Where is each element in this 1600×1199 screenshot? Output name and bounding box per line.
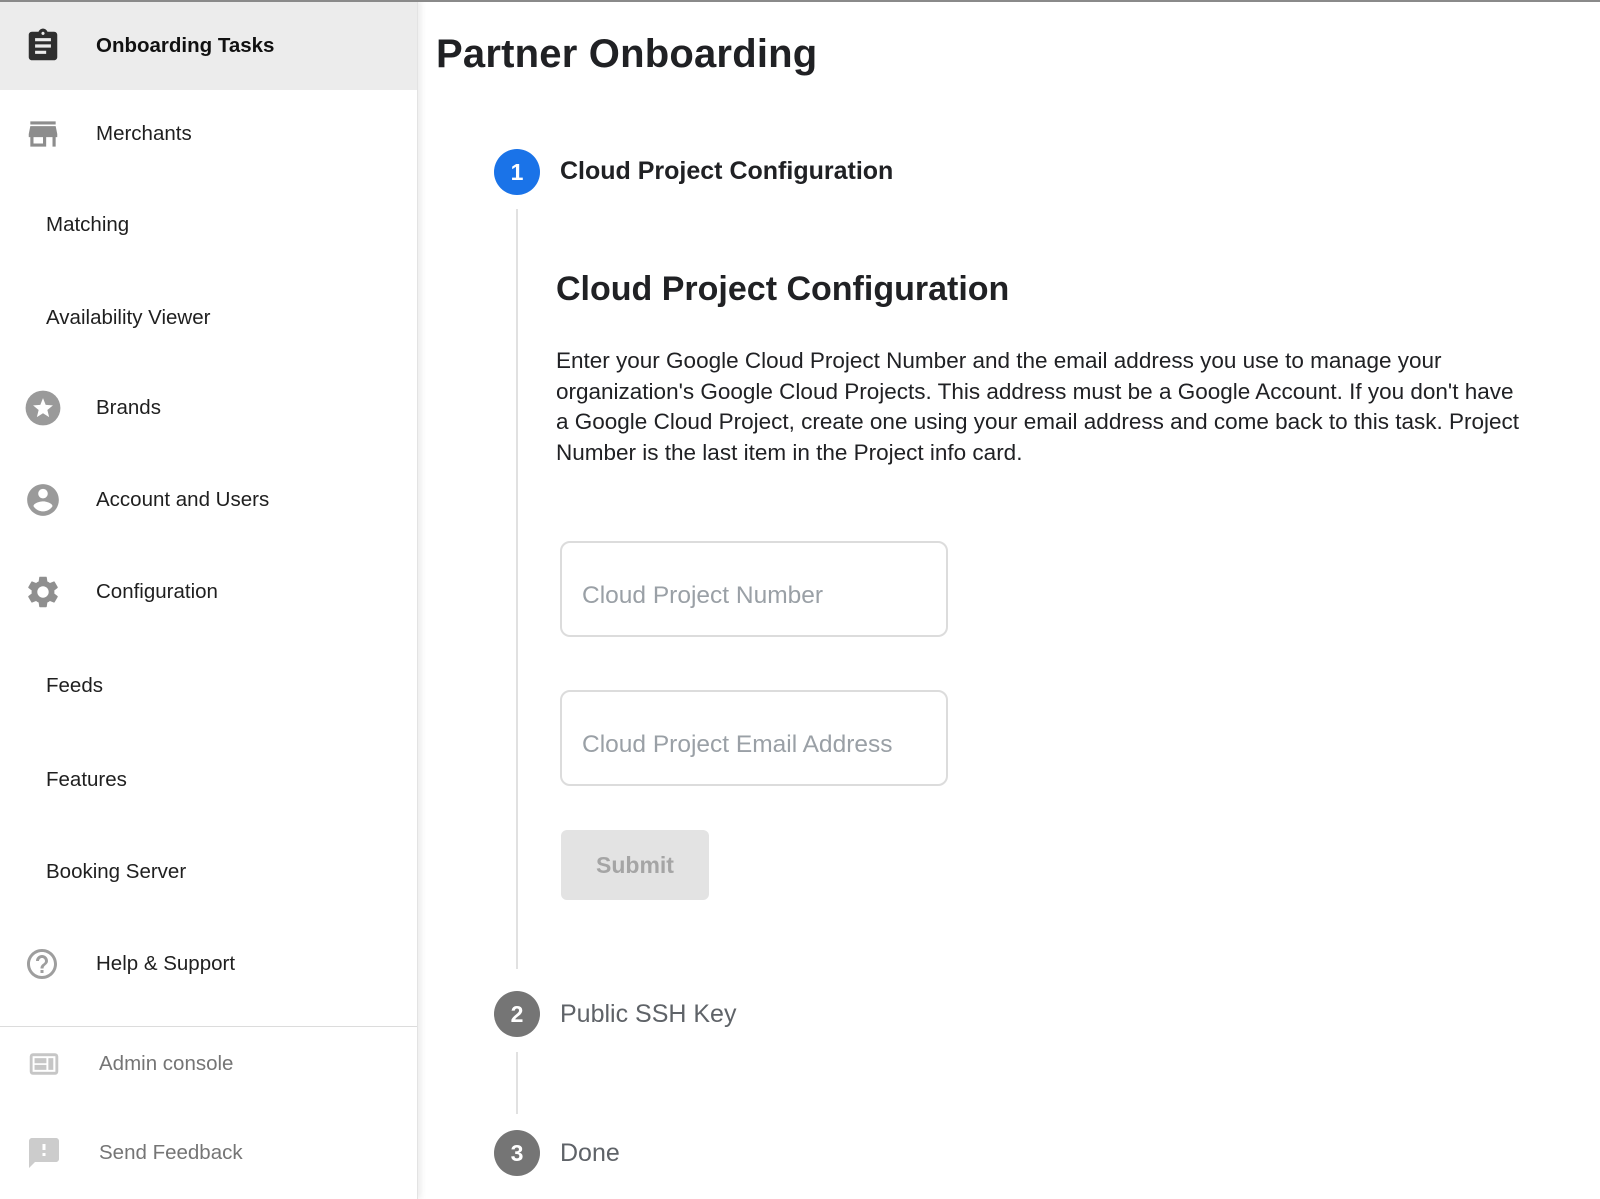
step-2-header[interactable]: Public SSH Key bbox=[560, 1000, 737, 1028]
step-number: 1 bbox=[510, 158, 524, 185]
sidebar-item-label: Features bbox=[46, 768, 127, 791]
step-number: 3 bbox=[510, 1139, 524, 1166]
account-circle-icon bbox=[24, 481, 62, 519]
sidebar-item-label: Availability Viewer bbox=[46, 306, 211, 329]
step-2-circle bbox=[494, 991, 540, 1037]
sidebar-item-label: Booking Server bbox=[46, 860, 187, 883]
help-icon bbox=[24, 946, 60, 982]
sidebar-item-admin-console[interactable] bbox=[0, 1019, 417, 1109]
submit-button[interactable]: Submit bbox=[561, 830, 709, 900]
sidebar-item-label: Send Feedback bbox=[99, 1141, 243, 1164]
sidebar-item-onboarding-tasks[interactable] bbox=[0, 2, 417, 90]
sidebar-item-help-support[interactable] bbox=[0, 919, 417, 1009]
sidebar-item-label: Configuration bbox=[96, 580, 218, 603]
sidebar-item-send-feedback[interactable] bbox=[0, 1108, 417, 1198]
sidebar-item-label: Admin console bbox=[99, 1052, 234, 1075]
sidebar-item-label: Help & Support bbox=[96, 952, 236, 975]
top-border bbox=[0, 0, 1600, 2]
clipboard-icon bbox=[24, 27, 62, 65]
main-content bbox=[419, 0, 1600, 1199]
step-3-circle bbox=[494, 1130, 540, 1176]
cloud-project-email-input[interactable] bbox=[562, 692, 946, 784]
cloud-project-email-field-wrap bbox=[560, 690, 948, 786]
page-title: Partner Onboarding bbox=[436, 32, 818, 76]
sidebar-item-label: Matching bbox=[46, 213, 130, 236]
sidebar-item-matching[interactable] bbox=[0, 180, 417, 270]
gear-icon bbox=[24, 573, 62, 611]
sidebar-item-label: Brands bbox=[96, 396, 161, 419]
sidebar-item-label: Onboarding Tasks bbox=[96, 34, 275, 57]
step-1-circle bbox=[494, 149, 540, 195]
sidebar-item-merchants[interactable] bbox=[0, 89, 417, 179]
sidebar-item-booking-server[interactable] bbox=[0, 827, 417, 917]
feedback-icon bbox=[26, 1135, 62, 1171]
step-content-description: Enter your Google Cloud Project Number and the email address you use to manage your organization's Google Cloud Projects. This address must be a Google Account. If you don't have a Google Cloud Project, create one using your email address and come back to this task. Project Number is the last item in the Project info card. bbox=[556, 348, 1520, 465]
admin-console-icon bbox=[26, 1046, 62, 1082]
sidebar-item-features[interactable] bbox=[0, 735, 417, 825]
sidebar-item-availability-viewer[interactable] bbox=[0, 273, 417, 363]
sidebar-item-label: Feeds bbox=[46, 674, 103, 697]
sidebar-item-account-and-users[interactable] bbox=[0, 455, 417, 545]
cloud-project-number-field-wrap bbox=[560, 541, 948, 637]
step-1-header[interactable]: Cloud Project Configuration bbox=[560, 157, 894, 185]
step-3-header[interactable]: Done bbox=[560, 1139, 620, 1167]
step-number: 2 bbox=[510, 1000, 524, 1027]
sidebar-item-label: Merchants bbox=[96, 122, 192, 145]
sidebar-item-feeds[interactable] bbox=[0, 641, 417, 731]
cloud-project-number-input[interactable] bbox=[562, 543, 946, 635]
star-circle-icon bbox=[24, 389, 62, 427]
storefront-icon bbox=[24, 115, 62, 153]
step-content-heading: Cloud Project Configuration bbox=[556, 270, 1010, 308]
sidebar-item-configuration[interactable] bbox=[0, 547, 417, 637]
sidebar-item-brands[interactable] bbox=[0, 363, 417, 453]
sidebar-item-label: Account and Users bbox=[96, 488, 270, 511]
stepper-connector bbox=[516, 1052, 518, 1114]
stepper-connector bbox=[516, 209, 518, 969]
sidebar bbox=[0, 0, 418, 1199]
